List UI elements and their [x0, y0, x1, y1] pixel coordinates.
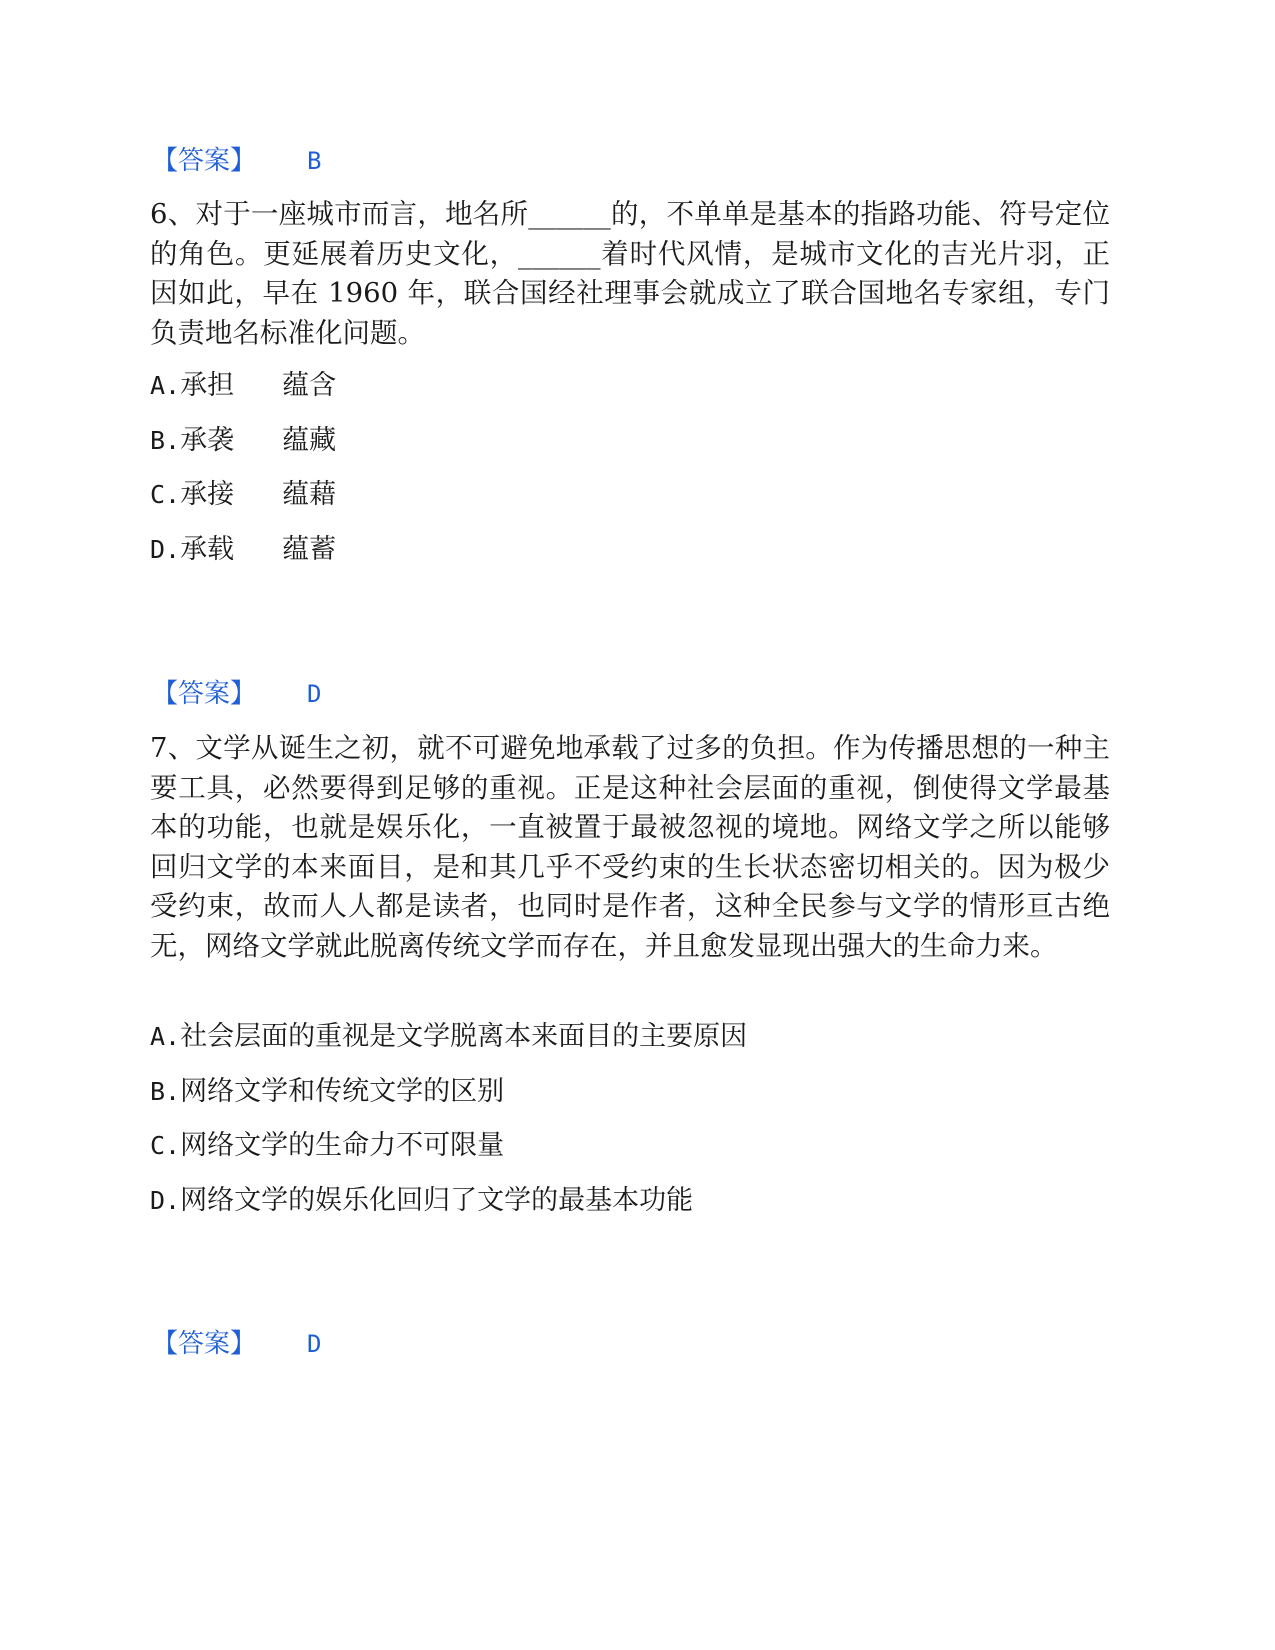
- option-b: [150, 425, 336, 457]
- option-c: [150, 1130, 504, 1162]
- option-text: 网络文学的生命力不可限量: [180, 1130, 505, 1161]
- option-second: 蕴藉: [282, 479, 337, 510]
- answer-value: B: [307, 147, 322, 175]
- question-6-text: 6、对于一座城市而言，地名所______的，不单单是基本的指路功能、符号定位的角色。更延展着历史文化，______着时代风情，是城市文化的吉光片羽，正因如此，早在 1960 年，联合国经社理事会就成立了联合国地名专家组，专门负责地名标准化问题。: [150, 198, 1110, 349]
- option-first: 承担: [180, 370, 235, 401]
- option-text: 网络文学的娱乐化回归了文学的最基本功能: [180, 1185, 694, 1216]
- option-key: B.: [150, 1077, 181, 1106]
- answer-label: 【答案】: [152, 146, 257, 176]
- option-key: D.: [150, 535, 181, 564]
- option-second: 蕴藏: [282, 425, 337, 456]
- answer-label: 【答案】: [152, 679, 257, 709]
- option-key: B.: [150, 426, 181, 455]
- answer-label: 【答案】: [152, 1329, 257, 1359]
- option-key: A.: [150, 1022, 181, 1051]
- answer-value: D: [307, 1330, 322, 1358]
- answer-block: [152, 145, 321, 177]
- answer-value: D: [307, 680, 322, 708]
- option-first: 承接: [180, 479, 235, 510]
- option-key: C.: [150, 1131, 181, 1160]
- option-first: 承载: [180, 534, 235, 565]
- option-a: [150, 370, 336, 402]
- option-c: [150, 479, 336, 511]
- option-key: C.: [150, 480, 181, 509]
- option-text: 社会层面的重视是文学脱离本来面目的主要原因: [180, 1021, 748, 1052]
- option-key: A.: [150, 371, 181, 400]
- option-d: [150, 534, 336, 566]
- answer-block: [152, 678, 321, 710]
- question-7-text: 7、文学从诞生之初，就不可避免地承载了过多的负担。作为传播思想的一种主要工具，必然要得到足够的重视。正是这种社会层面的重视，倒使得文学最基本的功能，也就是娱乐化，一直被置于最被忽视的境地。网络文学之所以能够回归文学的本来面目，是和其几乎不受约束的生长状态密切相关的。因为极少受约束，故而人人都是读者，也同时是作者，这种全民参与文学的情形亘古绝无，网络文学就此脱离传统文学而存在，并且愈发显现出强大的生命力来。: [150, 732, 1110, 962]
- option-a: [150, 1021, 747, 1053]
- option-text: 网络文学和传统文学的区别: [180, 1076, 505, 1107]
- option-d: [150, 1185, 693, 1217]
- option-b: [150, 1076, 504, 1108]
- option-second: 蕴蓄: [282, 534, 337, 565]
- answer-block: [152, 1328, 321, 1360]
- option-first: 承袭: [180, 425, 235, 456]
- option-key: D.: [150, 1186, 181, 1215]
- option-second: 蕴含: [282, 370, 337, 401]
